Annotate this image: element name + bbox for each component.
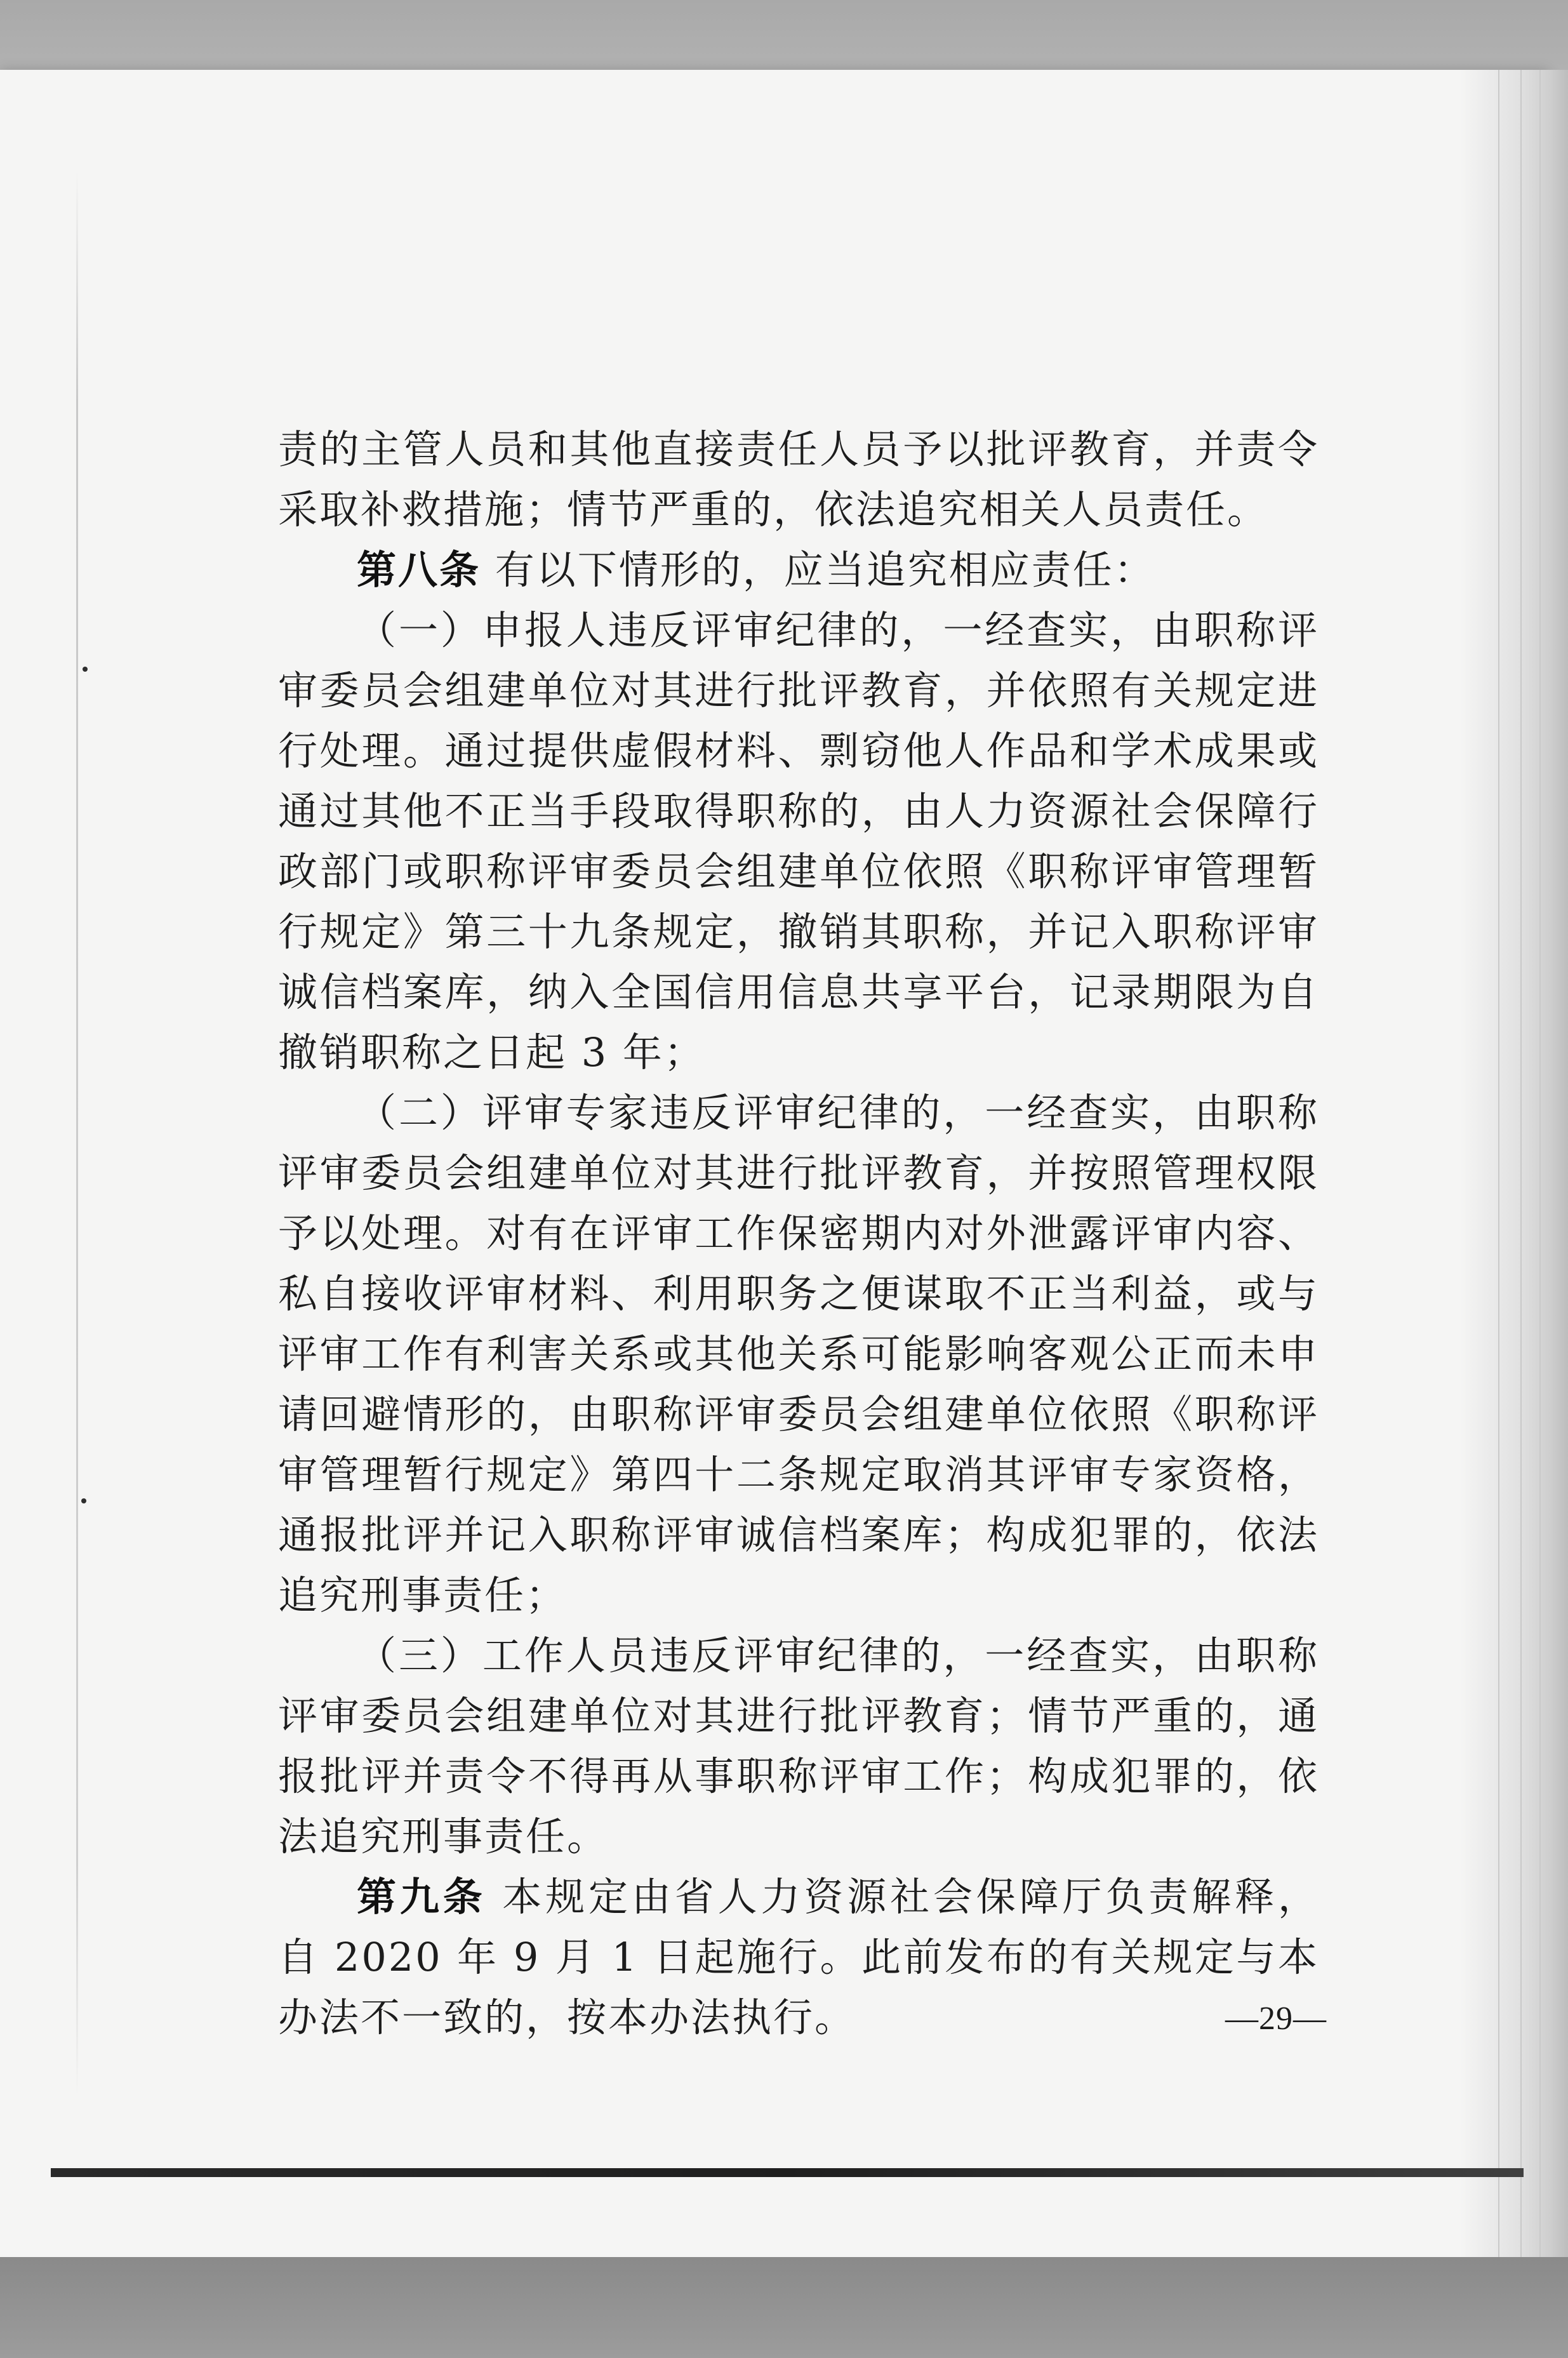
page-edge-line	[1539, 70, 1541, 2260]
paragraph-text: 责的主管人员和其他直接责任人员予以批评教育，并责令采取补救措施；情节严重的，依法追究相关人员责任。	[278, 426, 1319, 533]
paragraph-text: 本规定由省人力资源社会保障厅负责解释，自 2020 年 9 月 1 日起施行。此前发布的有关规定与本办法不一致的，按本办法执行。	[278, 1874, 1319, 2041]
paragraph-text: 有以下情形的，应当追究相应责任：	[481, 547, 1155, 593]
binding-hole-dot	[81, 1498, 86, 1503]
binding-hole-dot	[83, 667, 88, 672]
page-edge-line	[1520, 70, 1522, 2260]
scan-bottom-margin	[0, 2257, 1568, 2358]
page-number: —29—	[1225, 2001, 1327, 2037]
footer-rule	[51, 2168, 1524, 2177]
article-8	[278, 540, 1319, 600]
page-edge-line	[1498, 70, 1499, 2260]
page-stack-edge	[1460, 70, 1568, 2260]
article-number: 第九条	[357, 1874, 486, 1920]
article-8-item-2	[278, 1082, 1319, 1625]
paragraph-continuation	[278, 419, 1319, 540]
article-number: 第八条	[357, 547, 481, 593]
article-8-item-1	[278, 600, 1319, 1082]
binding-line	[76, 171, 78, 2095]
scan-top-margin	[0, 0, 1568, 76]
paragraph-text: （一）申报人违反评审纪律的，一经查实，由职称评审委员会组建单位对其进行批评教育，并依照有关规定进行处理。通过提供虚假材料、剽窃他人作品和学术成果或通过其他不正当手段取得职称的，由人力资源社会保障行政部门或职称评审委员会组建单位依照《职称评审管理暂行规定》第三十九条规定，撤销其职称，并记入职称评审诚信档案库，纳入全国信用信息共享平台，记录期限为自撤销职称之日起 3 年；	[278, 607, 1319, 1076]
article-8-item-3	[278, 1625, 1319, 1867]
document-body	[278, 419, 1319, 2048]
article-9	[278, 1867, 1319, 2048]
paragraph-text: （二）评审专家违反评审纪律的，一经查实，由职称评审委员会组建单位对其进行批评教育，并按照管理权限予以处理。对有在评审工作保密期内对外泄露评审内容、私自接收评审材料、利用职务之便谋取不正当利益，或与评审工作有利害关系或其他关系可能影响客观公正而未申请回避情形的，由职称评审委员会组建单位依照《职称评审管理暂行规定》第四十二条规定取消其评审专家资格，通报批评并记入职称评审诚信档案库；构成犯罪的，依法追究刑事责任；	[278, 1089, 1319, 1618]
paragraph-text: （三）工作人员违反评审纪律的，一经查实，由职称评审委员会组建单位对其进行批评教育；情节严重的，通报批评并责令不得再从事职称评审工作；构成犯罪的，依法追究刑事责任。	[278, 1632, 1319, 1860]
